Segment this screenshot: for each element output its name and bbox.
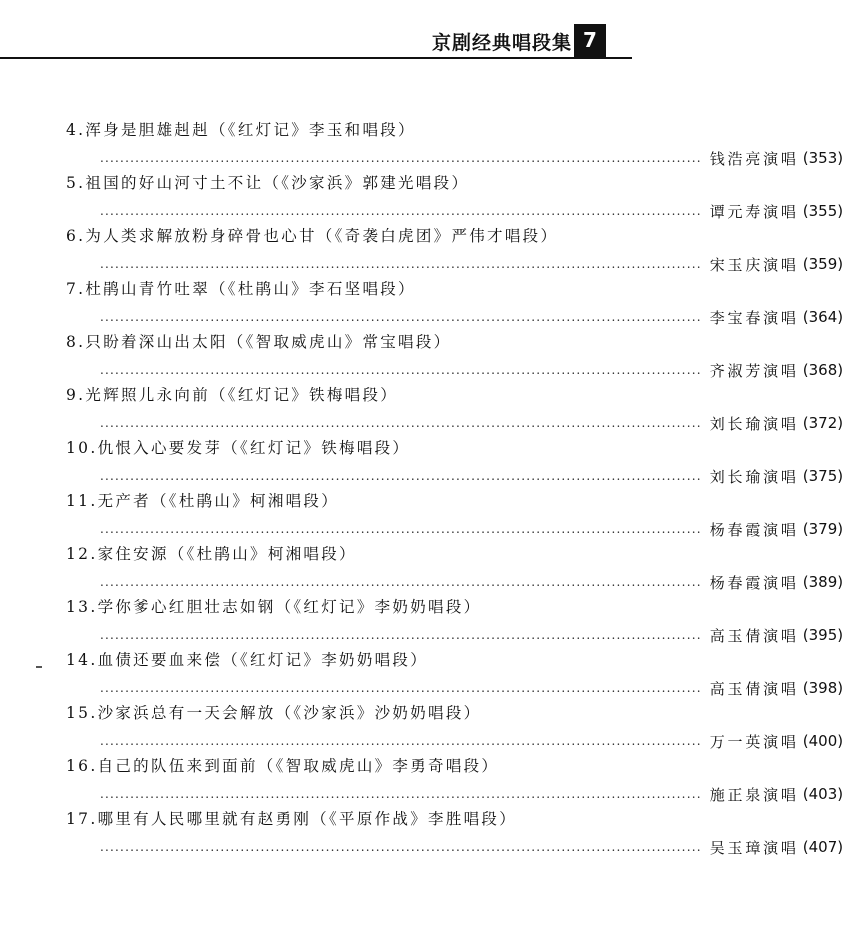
entry-leader-line xyxy=(100,571,843,593)
toc-entry xyxy=(0,224,843,277)
entry-leader-line xyxy=(100,412,843,434)
entry-title: 自己的队伍来到面前（《智取威虎山》李勇奇唱段） xyxy=(97,757,500,775)
entry-heading xyxy=(66,807,517,829)
entry-page: (368) xyxy=(802,361,843,379)
entry-heading xyxy=(66,595,481,617)
entry-title: 杜鹃山青竹吐翠（《杜鹃山》李石坚唱段） xyxy=(85,280,416,298)
entry-performer: 李宝春演唱 xyxy=(709,308,799,327)
entry-page: (364) xyxy=(802,308,843,326)
dot-leader: ........................................................................................................................ xyxy=(100,734,702,748)
entry-title: 血债还要血来偿（《红灯记》李奶奶唱段） xyxy=(97,651,429,669)
entry-performer: 施正泉演唱 xyxy=(709,785,799,804)
table-of-contents xyxy=(0,118,843,860)
entry-heading xyxy=(66,171,469,193)
entry-number: 6. xyxy=(66,227,86,245)
entry-leader-line xyxy=(100,836,843,858)
dot-leader: ........................................................................................................................ xyxy=(100,575,702,589)
toc-entry xyxy=(0,330,843,383)
dot-leader: ........................................................................................................................ xyxy=(100,628,702,642)
entry-page: (379) xyxy=(802,520,843,538)
dot-leader: ........................................................................................................................ xyxy=(100,522,702,536)
entry-leader-line xyxy=(100,147,843,169)
entry-page: (389) xyxy=(802,573,843,591)
entry-number: 12. xyxy=(66,545,98,563)
entry-number: 15. xyxy=(66,704,98,722)
entry-page: (372) xyxy=(802,414,843,432)
entry-heading xyxy=(66,330,451,352)
toc-entry xyxy=(0,754,843,807)
entry-title: 祖国的好山河寸土不让（《沙家浜》郭建光唱段） xyxy=(85,174,470,192)
entry-leader-line xyxy=(100,624,843,646)
toc-entry xyxy=(0,807,843,860)
entry-number: 5. xyxy=(66,174,86,192)
entry-title: 无产者（《杜鹃山》柯湘唱段） xyxy=(97,492,340,510)
toc-entry xyxy=(0,118,843,171)
entry-performer: 钱浩亮演唱 xyxy=(709,149,799,168)
entry-number: 9. xyxy=(66,386,86,404)
entry-title: 浑身是胆雄赳赳（《红灯记》李玉和唱段） xyxy=(85,121,416,139)
dot-leader: ........................................................................................................................ xyxy=(100,257,702,271)
entry-heading xyxy=(66,383,398,405)
entry-heading xyxy=(66,489,339,511)
entry-number: 17. xyxy=(66,810,98,828)
dot-leader: ........................................................................................................................ xyxy=(100,151,702,165)
page-number: 7 xyxy=(574,24,606,57)
entry-leader-line xyxy=(100,518,843,540)
entry-leader-line xyxy=(100,306,843,328)
entry-heading xyxy=(66,224,558,246)
entry-performer: 谭元寿演唱 xyxy=(709,202,799,221)
entry-performer: 刘长瑜演唱 xyxy=(709,414,799,433)
entry-performer: 万一英演唱 xyxy=(709,732,799,751)
entry-leader-line xyxy=(100,359,843,381)
toc-entry xyxy=(0,701,843,754)
entry-leader-line xyxy=(100,783,843,805)
entry-number: 14. xyxy=(66,651,98,669)
toc-entry xyxy=(0,436,843,489)
entry-title: 只盼着深山出太阳（《智取威虎山》常宝唱段） xyxy=(85,333,452,351)
entry-heading xyxy=(66,118,416,140)
dot-leader: ........................................................................................................................ xyxy=(100,363,702,377)
entry-number: 13. xyxy=(66,598,98,616)
dot-leader: ........................................................................................................................ xyxy=(100,840,702,854)
toc-entry xyxy=(0,277,843,330)
toc-entry xyxy=(0,542,843,595)
entry-heading xyxy=(66,701,481,723)
entry-performer: 宋玉庆演唱 xyxy=(709,255,799,274)
entry-page: (403) xyxy=(802,785,843,803)
entry-leader-line xyxy=(100,677,843,699)
scan-speck xyxy=(36,666,42,668)
entry-title: 光辉照儿永向前（《红灯记》铁梅唱段） xyxy=(85,386,399,404)
entry-number: 11. xyxy=(66,492,98,510)
entry-performer: 杨春霞演唱 xyxy=(709,520,799,539)
entry-heading xyxy=(66,648,428,670)
entry-page: (375) xyxy=(802,467,843,485)
dot-leader: ........................................................................................................................ xyxy=(100,310,702,324)
entry-page: (355) xyxy=(802,202,843,220)
entry-page: (395) xyxy=(802,626,843,644)
entry-leader-line xyxy=(100,465,843,487)
toc-entry xyxy=(0,383,843,436)
entry-page: (400) xyxy=(802,732,843,750)
dot-leader: ........................................................................................................................ xyxy=(100,787,702,801)
dot-leader: ........................................................................................................................ xyxy=(100,469,702,483)
entry-performer: 齐淑芳演唱 xyxy=(709,361,799,380)
toc-entry xyxy=(0,648,843,701)
entry-performer: 刘长瑜演唱 xyxy=(709,467,799,486)
entry-title: 家住安源（《杜鹃山》柯湘唱段） xyxy=(97,545,357,563)
entry-heading xyxy=(66,754,499,776)
entry-title: 沙家浜总有一天会解放（《沙家浜》沙奶奶唱段） xyxy=(97,704,482,722)
entry-number: 4. xyxy=(66,121,86,139)
entry-title: 仇恨入心要发芽（《红灯记》铁梅唱段） xyxy=(97,439,411,457)
entry-performer: 杨春霞演唱 xyxy=(709,573,799,592)
entry-heading xyxy=(66,542,357,564)
entry-heading xyxy=(66,277,416,299)
entry-leader-line xyxy=(100,200,843,222)
toc-entry xyxy=(0,489,843,542)
toc-entry xyxy=(0,595,843,648)
dot-leader: ........................................................................................................................ xyxy=(100,204,702,218)
book-title: 京剧经典唱段集 xyxy=(431,32,572,54)
entry-leader-line xyxy=(100,253,843,275)
entry-number: 16. xyxy=(66,757,98,775)
entry-page: (407) xyxy=(802,838,843,856)
entry-leader-line xyxy=(100,730,843,752)
entry-performer: 高玉倩演唱 xyxy=(709,626,799,645)
entry-page: (398) xyxy=(802,679,843,697)
entry-performer: 高玉倩演唱 xyxy=(709,679,799,698)
entry-number: 10. xyxy=(66,439,98,457)
entry-page: (353) xyxy=(802,149,843,167)
entry-title: 哪里有人民哪里就有赵勇刚（《平原作战》李胜唱段） xyxy=(97,810,518,828)
entry-page: (359) xyxy=(802,255,843,273)
page-header xyxy=(0,24,632,58)
header-rule xyxy=(0,57,632,59)
dot-leader: ........................................................................................................................ xyxy=(100,681,702,695)
entry-number: 7. xyxy=(66,280,86,298)
dot-leader: ........................................................................................................................ xyxy=(100,416,702,430)
entry-heading xyxy=(66,436,410,458)
toc-entry xyxy=(0,171,843,224)
entry-title: 为人类求解放粉身碎骨也心甘（《奇袭白虎团》严伟才唱段） xyxy=(85,227,559,245)
entry-performer: 吴玉璋演唱 xyxy=(709,838,799,857)
entry-title: 学你爹心红胆壮志如钢（《红灯记》李奶奶唱段） xyxy=(97,598,482,616)
entry-number: 8. xyxy=(66,333,86,351)
